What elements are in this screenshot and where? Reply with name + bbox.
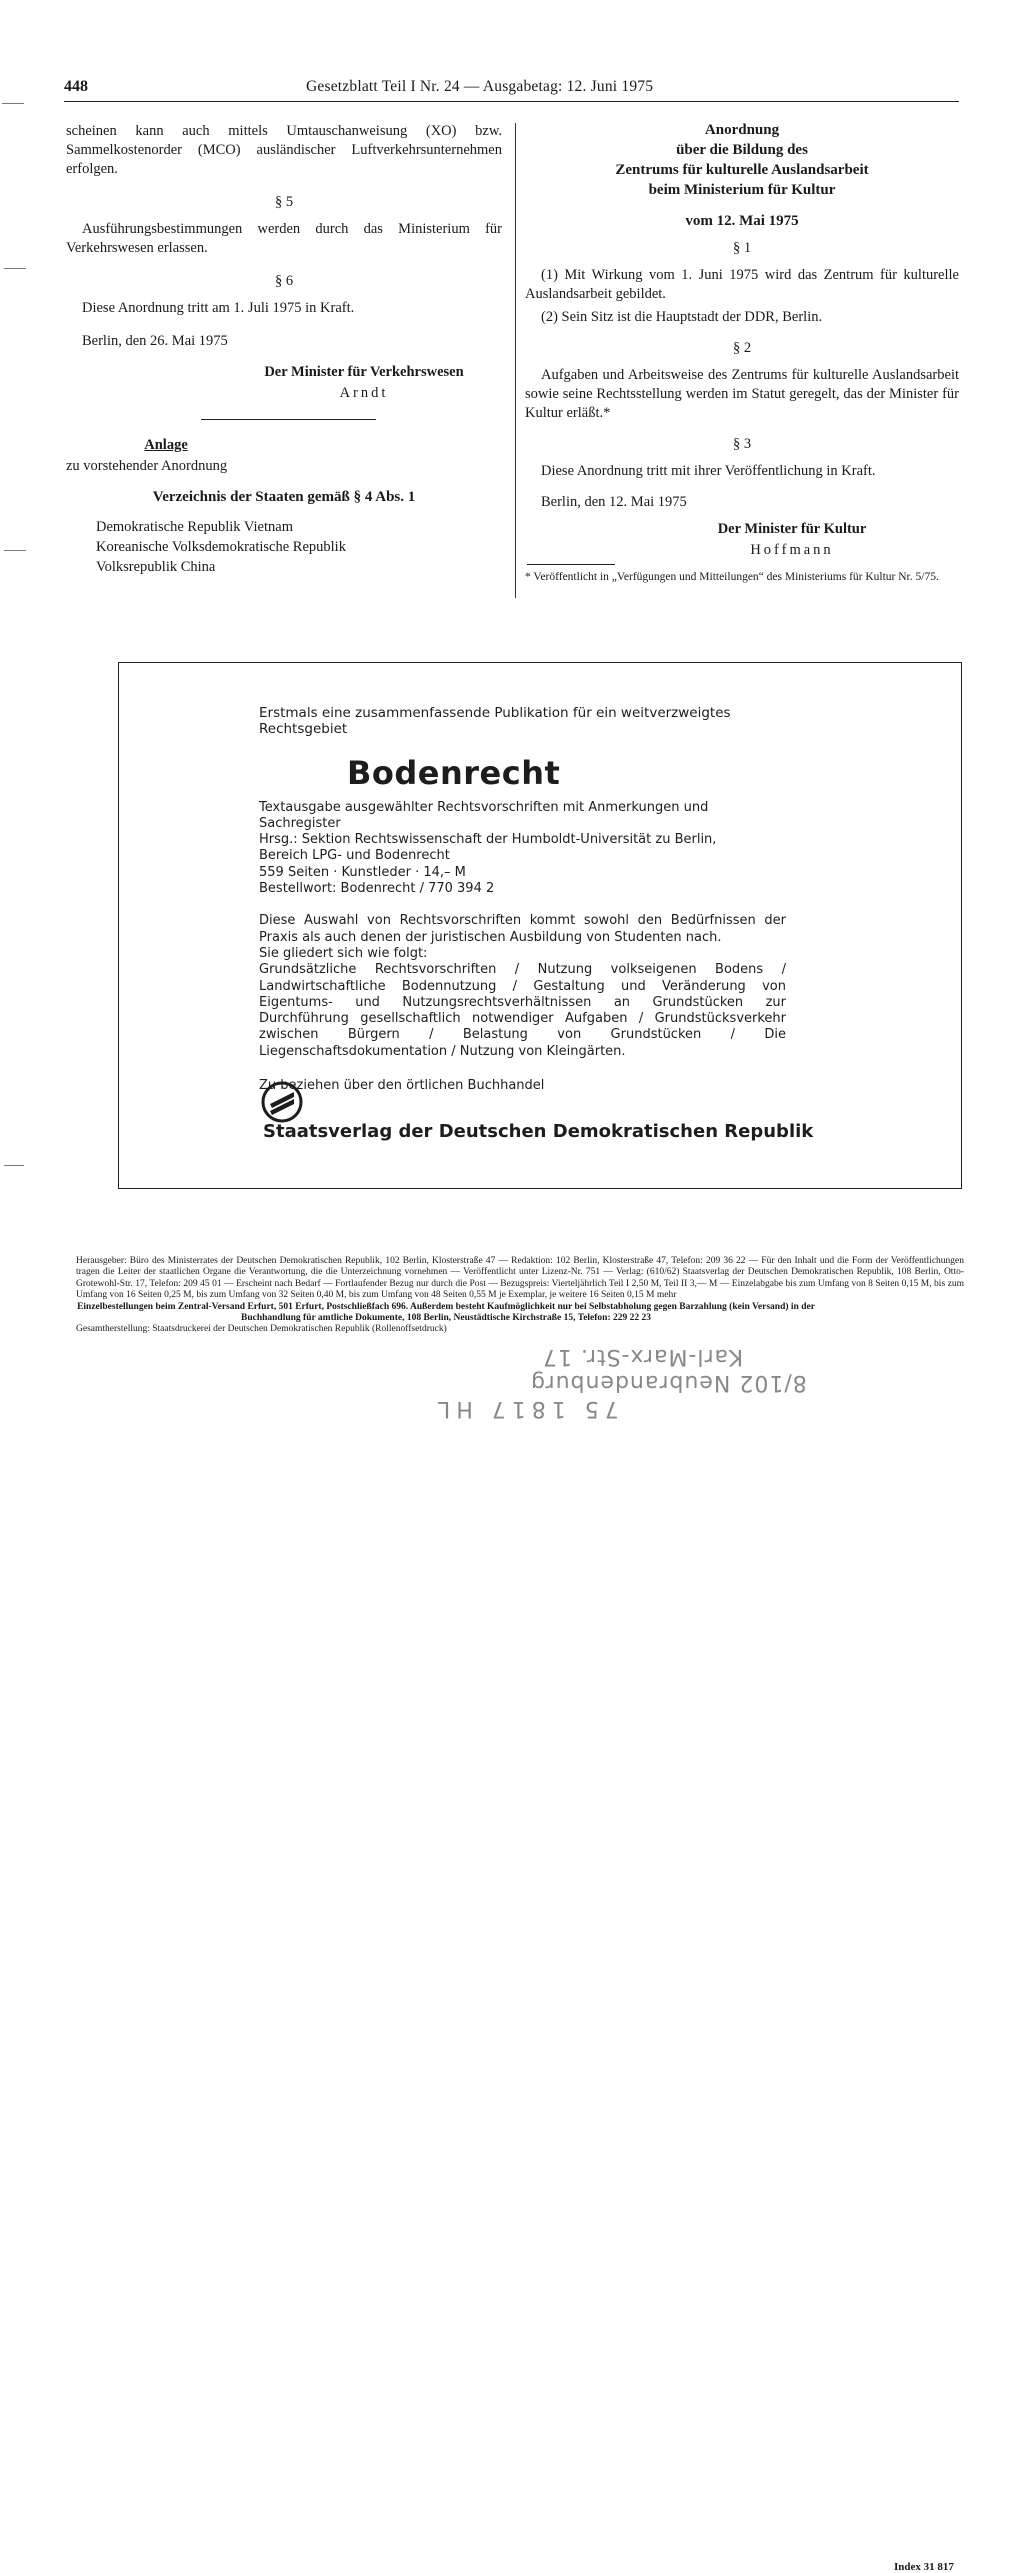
signatory-name: Hoffmann [750,542,834,558]
stamp-line: 8/102 Neubrandenburg [530,1370,807,1395]
margin-mark [2,103,24,104]
annex-subheading: zu vorstehender Anordnung [66,458,228,474]
stamp-line: Karl-Marx-Str. 17 [542,1344,744,1369]
header-divider [64,101,959,102]
page-header [64,78,959,100]
ad-detail-line: Bestellwort: Bodenrecht / 770 394 2 [259,881,495,897]
section-3-text: Diese Anordnung tritt mit ihrer Veröffentlichung in Kraft. [541,463,876,479]
left-column [66,122,502,577]
decree-title [525,120,959,200]
date-place: Berlin, den 12. Mai 1975 [541,494,687,510]
ad-description [259,913,786,1060]
column-divider [515,123,516,598]
imprint-printer: Gesamtherstellung: Staatsdruckerei der Deutschen Demokratischen Republik (Rollenoffsetdruck) [76,1324,447,1335]
imprint-text: Herausgeber: Büro des Ministerrates der Deutschen Demokratischen Republik, 102 Berlin, Klosterstraße 47 — Redaktion: 102 Berlin, Klosterstraße 47, Telefon: 209 36 22 — Für den Inhalt und die Form der Veröffentlichungen tragen die Leiter der staatlichen Organe die Verantwortung, die die Unterzeichnung vornehmen — Veröffentlicht unter Lizenz-Nr. 751 — Verlag: (610/62) Staatsverlag der Deutschen Demokratischen Republik, 108 Berlin, Otto-Grotewohl-Str. 17, Telefon: 209 45 01 — Erscheint nach Bedarf — Fortlaufender Bezug nur durch die Post — Bezugspreis: Vierteljährlich Teil I 2,50 M, Teil II 3,— M — Einzelabgabe bis zum Umfang von 8 Seiten 0,15 M, bis zum Umfang von 16 Seiten 0,25 M, bis zum Umfang von 32 Seiten 0,40 M, bis zum Umfang von 48 Seiten 0,55 M je Exemplar, je weitere 16 Seiten 0,15 M mehr [76,1256,964,1301]
footnote-rule [527,564,615,565]
decree-title-line: beim Ministerium für Kultur [648,182,836,198]
annex-title: Verzeichnis der Staaten gemäß § 4 Abs. 1 [152,489,416,505]
section-2-heading: § 2 [732,340,752,356]
index-number: Index 31 817 [894,2561,954,2573]
section-5-text: Ausführungsbestimmungen werden durch das Ministerium für Verkehrswesen erlassen. [66,221,502,256]
list-item: Volksrepublik China [96,559,216,575]
decree-title-line: Anordnung [704,122,780,138]
margin-mark [4,1165,24,1166]
ad-detail-line: Hrsg.: Sektion Rechtswissenschaft der Humboldt-Universität zu Berlin, [259,832,717,848]
ad-description-para: Sie gliedert sich wie folgt: [259,945,428,961]
footnote: * Veröffentlicht in „Verfügungen und Mitteilungen“ des Ministeriums für Kultur Nr. 5/75. [525,571,939,583]
signature-rule [201,419,376,420]
ad-availability: Zu beziehen über den örtlichen Buchhandel [259,1078,545,1094]
list-item: Demokratische Republik Vietnam [96,519,293,535]
signatory-title: Der Minister für Verkehrswesen [264,364,464,380]
page-number: 448 [64,78,88,95]
right-column [525,120,959,592]
section-6-text: Diese Anordnung tritt am 1. Juli 1975 in Kraft. [82,300,355,316]
ad-details [259,800,786,898]
gazette-title: Gesetzblatt Teil I Nr. 24 — Ausgabetag: 12. Juni 1975 [306,78,654,95]
margin-mark [4,550,26,551]
annex-heading: Anlage [144,437,188,453]
ad-detail-line: Bereich LPG- und Bodenrecht [259,848,450,864]
publisher-name: Staatsverlag der Deutschen Demokratischen Republik [263,1121,814,1142]
list-item: Koreanische Volksdemokratische Republik [96,539,346,555]
decree-date: vom 12. Mai 1975 [685,213,799,229]
date-place: Berlin, den 26. Mai 1975 [82,333,228,349]
ad-tagline: Erstmals eine zusammenfassende Publikation für ein weitverzweigtes Rechtsgebiet [259,705,731,738]
ad-title: Bodenrecht [347,753,561,792]
staatsverlag-logo-icon [260,1080,304,1124]
advertisement-content [259,705,786,1094]
decree-title-line: über die Bildung des [676,142,808,158]
intro-paragraph: scheinen kann auch mittels Umtauschanweisung (XO) bzw. Sammelkostenorder (MCO) ausländischer Luftverkehrsunternehmen erfolgen. [66,123,502,177]
section-1-para-2: (2) Sein Sitz ist die Hauptstadt der DDR, Berlin. [541,309,823,325]
section-6-heading: § 6 [274,273,294,289]
decree-title-line: Zentrums für kulturelle Auslandsarbeit [615,162,869,178]
states-list [66,517,502,577]
stamp-line: 75 1817 HL [432,1396,619,1421]
section-3-heading: § 3 [732,436,752,452]
section-1-para-1: (1) Mit Wirkung vom 1. Juni 1975 wird das Zentrum für kulturelle Auslandsarbeit gebildet. [525,267,959,302]
signatory-title: Der Minister für Kultur [717,521,867,537]
imprint-orders: Einzelbestellungen beim Zentral-Versand Erfurt, 501 Erfurt, Postschließfach 696. Außerdem besteht Kaufmöglichkeit nur bei Selbstabholung gegen Barzahlung (kein Versand) in der Buchhandlung für amtliche Dokumente, 108 Berlin, Neustädtische Kirchstraße 15, Telefon: 229 22 23 [77,1301,815,1324]
section-5-heading: § 5 [274,194,294,210]
section-1-heading: § 1 [732,240,752,256]
margin-mark [4,268,26,269]
ad-description-para: Diese Auswahl von Rechtsvorschriften kommt sowohl den Bedürfnissen der Praxis als auch denen der juristischen Ausbildung von Studenten nach. [259,913,786,945]
signatory-name: Arndt [339,385,389,401]
ad-detail-line: 559 Seiten · Kunstleder · 14,– M [259,864,466,880]
ad-detail-line: Textausgabe ausgewählter Rechtsvorschriften mit Anmerkungen und Sachregister [259,799,709,831]
section-2-text: Aufgaben und Arbeitsweise des Zentrums für kulturelle Auslandsarbeit sowie seine Rechtsstellung werden im Statut geregelt, das der Minister für Kultur erläßt.* [525,367,959,421]
ad-description-para: Grundsätzliche Rechtsvorschriften / Nutzung volkseigenen Bodens / Landwirtschaftliche Bodennutzung / Gestaltung und Veränderung von Eigentums- und Nutzungsrechtsverhältnissen an Grundstücken zur Durchführung gesellschaftlich notwendiger Aufgaben / Grundstücksverkehr zwischen Bürgern / Belastung von Grundstücken / Die Liegenschaftsdokumentation / Nutzung von Kleingärten. [259,962,786,1059]
